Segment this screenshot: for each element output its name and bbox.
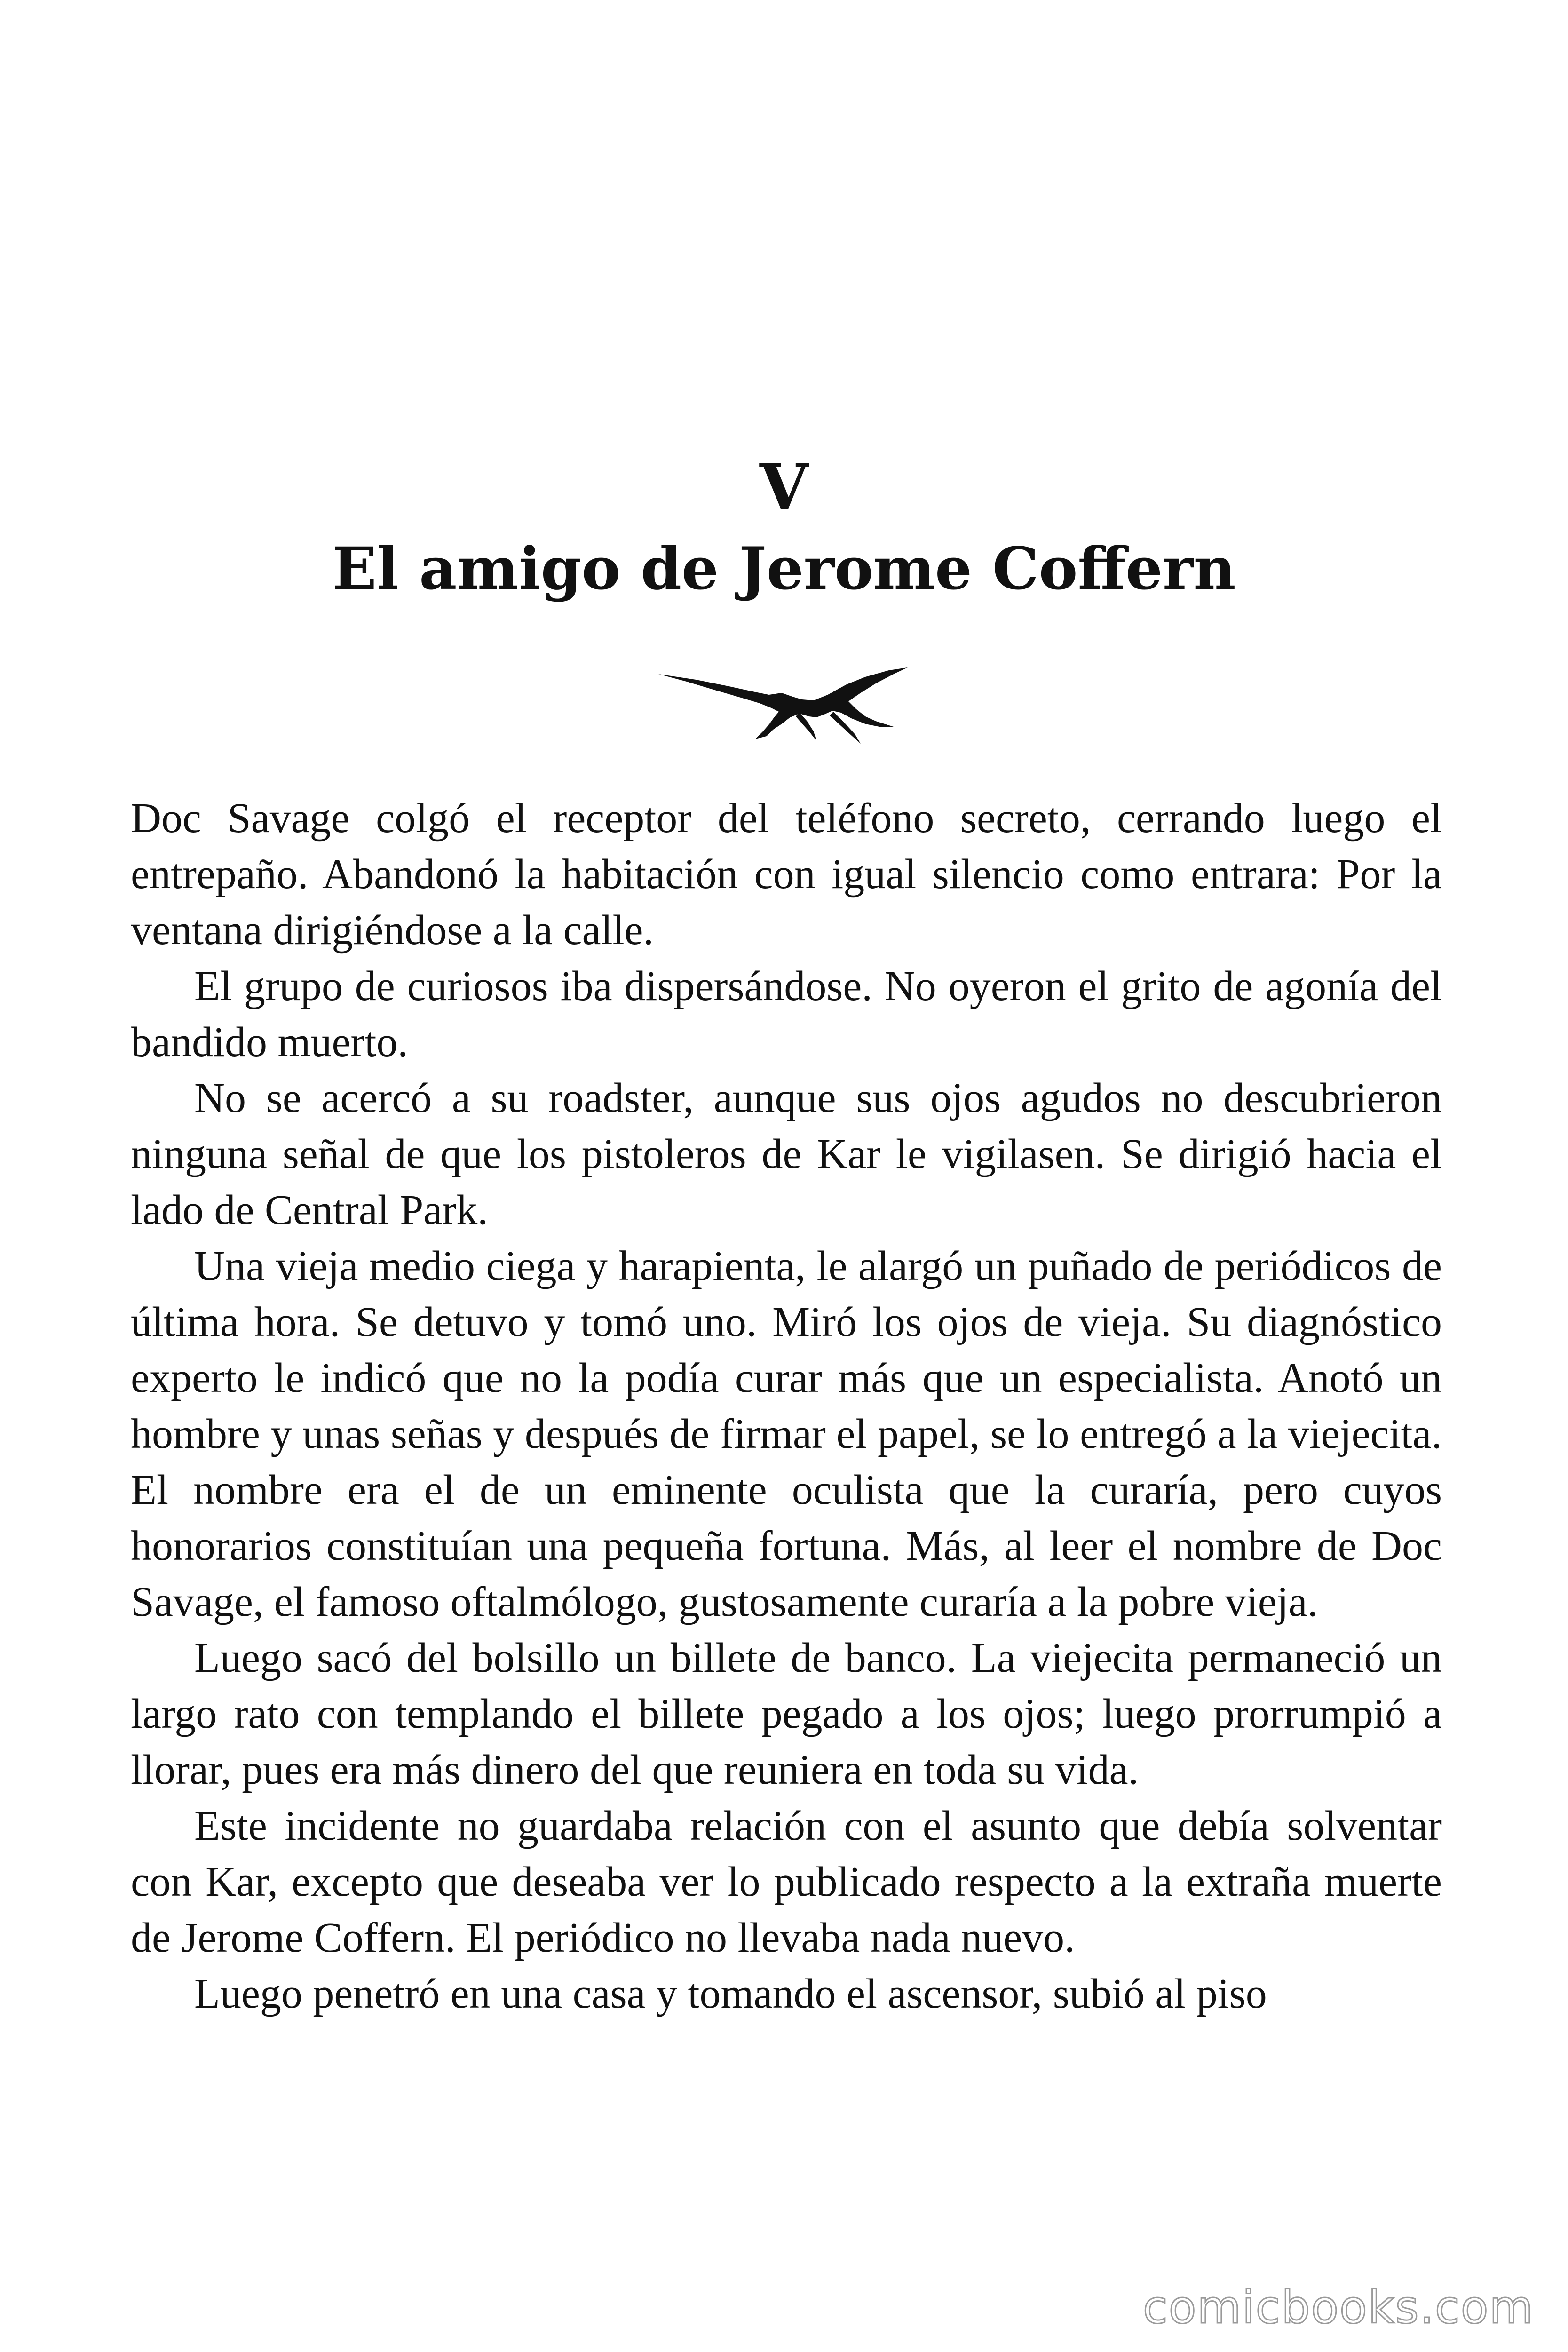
paragraph: Este incidente no guardaba relación con el asunto que debía solventar con Kar, excepto que deseaba ver lo publicado respecto a la extraña muerte de Jerome Coffern. El periódico no llevaba nada nuevo.: [131, 1803, 1442, 1961]
chapter-number: V: [760, 450, 808, 524]
paragraph: Doc Savage colgó el receptor del teléfono secreto, cerrando luego el entrepaño. Abandonó la habitación con igual silencio como entrara: Por la ventana dirigiéndose a la calle.: [131, 795, 1442, 954]
paragraph: No se acercó a su roadster, aunque sus ojos agudos no descubrieron ninguna señal de que los pistoleros de Kar le vigilasen. Se dirigió hacia el lado de Central Park.: [131, 1075, 1442, 1233]
watermark: comicbooks.com: [1142, 2281, 1534, 2334]
paragraph: El grupo de curiosos iba dispersándose. No oyeron el grito de agonía del bandido muerto.: [131, 963, 1442, 1065]
paragraph: Luego sacó del bolsillo un billete de banco. La viejecita permaneció un largo rato con templando el billete pegado a los ojos; luego prorrumpió a llorar, pues era más dinero del que reuniera en toda su vida.: [131, 1635, 1442, 1793]
chapter-title: El amigo de Jerome Coffern: [332, 535, 1236, 603]
paragraph: Luego penetró en una casa y tomando el ascensor, subió al piso: [194, 1971, 1267, 2017]
pterodactyl-ornament-icon: [658, 666, 912, 757]
chapter-body: [131, 790, 1442, 2022]
paragraph: Una vieja medio ciega y harapienta, le alargó un puñado de periódicos de última hora. Se detuvo y tomó uno. Miró los ojos de vieja. Su diagnóstico experto le indicó que no la podía curar más que un especialista. Anotó un hombre y unas señas y después de firmar el papel, se lo entregó a la viejecita. El nombre era el de un eminente oculista que la curaría, pero cuyos honorarios constituían una pequeña fortuna. Más, al leer el nombre de Doc Savage, el famoso oftalmólogo, gustosamente curaría a la pobre vieja.: [131, 1243, 1442, 1625]
